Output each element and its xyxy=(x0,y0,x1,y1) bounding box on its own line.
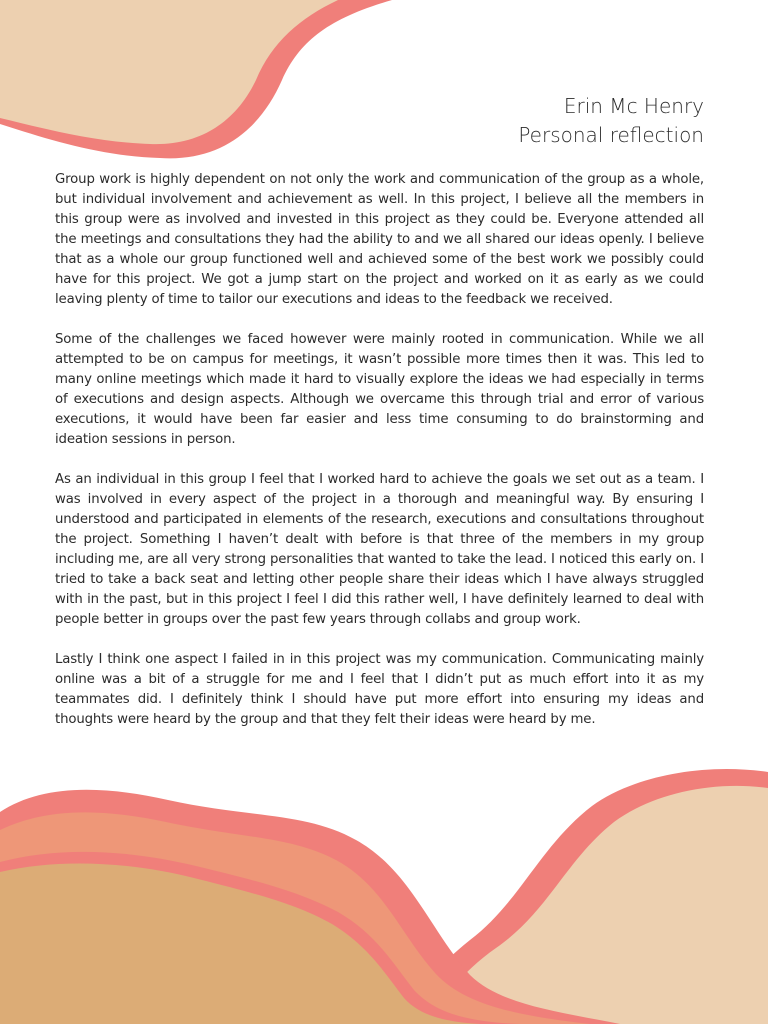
paragraph-3: As an individual in this group I feel that I worked hard to achieve the goals we set out as a team. I was involved in every aspect of the project in a thorough and meaningful way. By ensuring I understood and participated in elements of the research, executions and consultations throughout the project. Something I haven’t dealt with before is that three of the members in my group including me, are all very strong personalities that wanted to take the lead. I noticed this early on. I tried to take a back seat and letting other people share their ideas which I have always struggled with in the past, but in this project I feel I did this rather well, I have definitely learned to deal with people better in groups over the past few years through collabs and group work. xyxy=(55,472,704,627)
top-wave-coral-band xyxy=(0,0,392,158)
paragraph-1: Group work is highly dependent on not only the work and communication of the group as a whole, but individual involvement and achievement as well. In this project, I believe all the members in this group were as involved and invested in this project as they could be. Everyone attended all the meetings and consultations they had the ability to and we all shared our ideas openly. I believe that as a whole our group functioned well and achieved some of the best work we possibly could have for this project. We got a jump start on the project and worked on it as early as we could leaving plenty of time to tailor our executions and ideas to the feedback we received. xyxy=(55,172,704,307)
bottom-wave-right-beige xyxy=(438,786,768,1024)
bottom-wave-tan-base xyxy=(0,863,480,1024)
document-title: Personal reflection xyxy=(518,123,704,147)
author-name: Erin Mc Henry xyxy=(563,94,704,118)
top-wave-beige-shape xyxy=(0,0,338,144)
bottom-wave-left-coral xyxy=(0,790,620,1024)
bottom-wave-inner-coral xyxy=(0,852,520,1024)
bottom-wave-left-salmon xyxy=(0,812,590,1024)
bottom-wave-right-coral xyxy=(408,769,768,1024)
document-header xyxy=(518,92,704,150)
reflection-body xyxy=(55,170,704,750)
paragraph-2: Some of the challenges we faced however were mainly rooted in communication. While we all attempted to be on campus for meetings, it wasn’t possible more times then it was. This led to many online meetings which made it hard to visually explore the ideas we had especially in terms of executions and design aspects. Although we overcame this through trial and error of various executions, it would have been far easier and less time consuming to do brainstorming and ideation sessions in person. xyxy=(55,332,704,447)
paragraph-4: Lastly I think one aspect I failed in in this project was my communication. Communicating mainly online was a bit of a struggle for me and I feel that I didn’t put as much effort into it as my teammates did. I definitely think I should have put more effort into ensuring my ideas and thoughts were heard by the group and that they felt their ideas were heard by me. xyxy=(55,652,704,727)
bottom-wave-decoration xyxy=(0,760,768,1024)
